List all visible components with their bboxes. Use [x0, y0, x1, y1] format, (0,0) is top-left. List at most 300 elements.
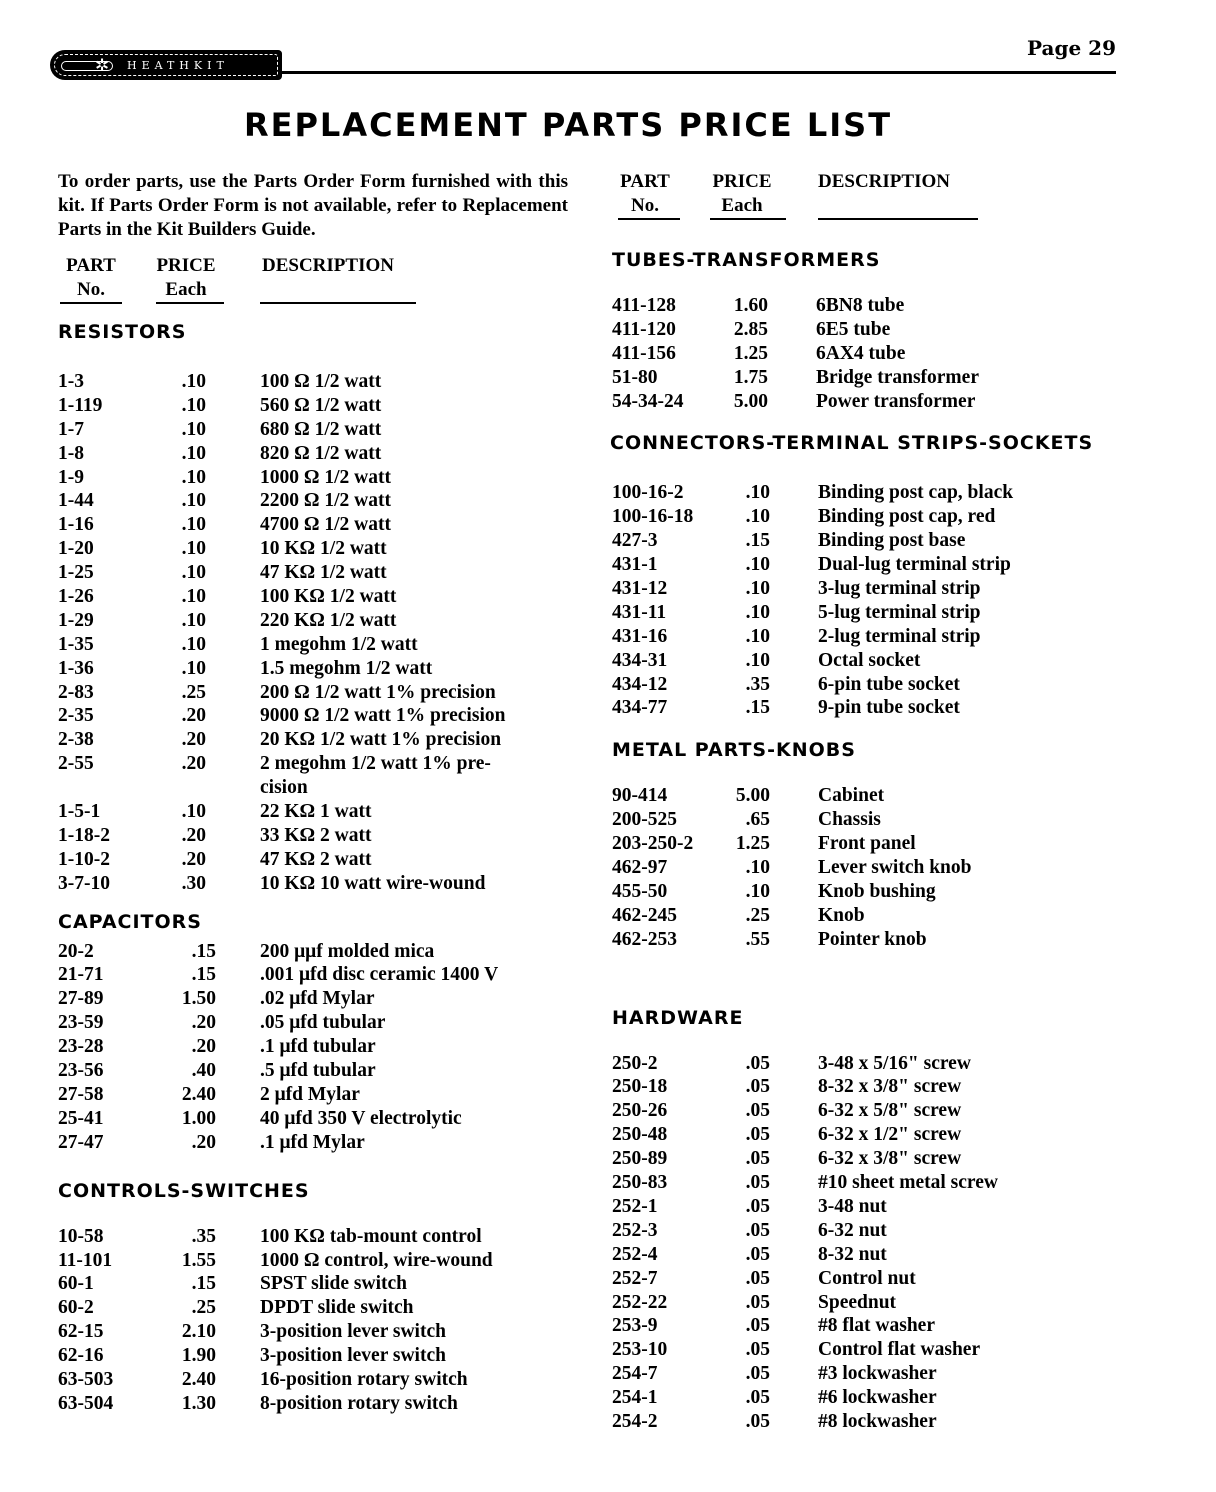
part-number: 23-56	[58, 1060, 104, 1082]
description: 20 KΩ 1/2 watt 1% precision	[260, 729, 502, 751]
table-row	[58, 681, 568, 705]
table-row	[612, 904, 1112, 928]
table-row	[612, 1410, 1112, 1434]
price: .05	[745, 1100, 770, 1122]
table-row	[612, 318, 1112, 342]
description: Cabinet	[818, 785, 885, 807]
part-number: 411-156	[612, 342, 676, 364]
price: .05	[745, 1076, 770, 1098]
description: 47 KΩ 2 watt	[260, 848, 372, 870]
part-number: 254-1	[612, 1387, 658, 1409]
table-row	[58, 800, 568, 824]
table-row	[612, 784, 1112, 808]
section-title-connectors: CONNECTORS-TERMINAL STRIPS-SOCKETS	[610, 432, 1094, 455]
part-number: 455-50	[612, 880, 668, 902]
table-row	[58, 561, 568, 585]
price: .65	[745, 809, 770, 831]
table-row	[612, 505, 1112, 529]
table-row	[612, 649, 1112, 673]
price: .30	[181, 872, 206, 894]
price: .10	[181, 538, 206, 560]
part-number: 1-35	[58, 633, 94, 655]
price: .05	[745, 1052, 770, 1074]
part-number: 63-503	[58, 1368, 114, 1390]
description: .5 μfd tubular	[260, 1060, 376, 1082]
description: cision	[260, 777, 308, 799]
table-row	[58, 537, 568, 561]
part-number: 25-41	[58, 1107, 104, 1129]
section-title-tubes-transformers: TUBES-TRANSFORMERS	[612, 249, 881, 271]
description: 3-48 x 5/16" screw	[818, 1052, 971, 1074]
part-number: 462-253	[612, 928, 677, 950]
description: 100 Ω 1/2 watt	[260, 371, 382, 392]
part-number: 100-16-18	[612, 506, 694, 528]
table-row	[612, 294, 1112, 318]
description: 3-lug terminal strip	[818, 578, 981, 600]
part-number: 431-12	[612, 578, 668, 600]
part-number: 1-16	[58, 514, 94, 536]
header-price-each: Each	[165, 279, 207, 300]
header-rule	[278, 71, 1116, 74]
table-row	[612, 696, 1112, 720]
header-price: PRICE	[712, 171, 772, 192]
price: .35	[745, 673, 770, 695]
description: 2 megohm 1/2 watt 1% pre-	[260, 753, 491, 775]
description: Knob	[818, 904, 865, 926]
price: .10	[181, 657, 206, 679]
price: .10	[181, 418, 206, 440]
part-number: 20-2	[58, 940, 94, 962]
price: .20	[181, 705, 206, 727]
part-number: 60-1	[58, 1273, 94, 1295]
description: Power transformer	[816, 390, 976, 412]
price: .10	[745, 578, 770, 600]
description: 6-32 x 5/8" screw	[818, 1100, 962, 1122]
price: 5.00	[733, 390, 768, 412]
price: 1.30	[181, 1392, 216, 1414]
metal-parts-knobs-list	[612, 784, 1112, 951]
description: 680 Ω 1/2 watt	[260, 418, 382, 440]
table-row	[612, 1075, 1112, 1099]
price: .10	[745, 880, 770, 902]
description: 9000 Ω 1/2 watt 1% precision	[260, 705, 506, 727]
price: .20	[181, 848, 206, 870]
table-row	[612, 1123, 1112, 1147]
part-number: 431-11	[612, 601, 667, 623]
part-number: 250-83	[612, 1172, 668, 1194]
column-headers	[58, 254, 568, 306]
price: .20	[181, 824, 206, 846]
part-number: 431-16	[612, 625, 668, 647]
price: .10	[181, 801, 206, 823]
description: 6-pin tube socket	[818, 673, 960, 695]
table-row	[612, 1314, 1112, 1338]
price: .10	[181, 371, 206, 392]
table-row	[612, 366, 1112, 390]
part-number: 27-58	[58, 1083, 104, 1105]
capacitors-list	[58, 940, 568, 1155]
description: Front panel	[818, 833, 916, 855]
price: 2.40	[181, 1368, 216, 1390]
description: 1 megohm 1/2 watt	[260, 633, 418, 655]
part-number: 434-77	[612, 697, 668, 719]
part-number: 1-10-2	[58, 848, 110, 870]
price: .25	[745, 904, 770, 926]
part-number: 1-26	[58, 586, 94, 608]
part-number: 21-71	[58, 964, 104, 986]
section-title-capacitors: CAPACITORS	[58, 910, 202, 933]
description: Knob bushing	[818, 880, 936, 902]
part-number: 1-25	[58, 562, 94, 584]
table-row	[612, 1267, 1112, 1291]
description: 6BN8 tube	[816, 295, 905, 316]
table-row	[58, 513, 568, 537]
header-description: DESCRIPTION	[818, 171, 950, 192]
description: 6E5 tube	[816, 318, 891, 340]
price: .20	[191, 1012, 216, 1034]
hardware-list	[612, 1052, 1112, 1434]
part-number: 252-7	[612, 1267, 658, 1289]
price: .40	[191, 1060, 216, 1082]
table-row	[612, 553, 1112, 577]
part-number: 252-1	[612, 1195, 658, 1217]
price: 5.00	[735, 785, 770, 807]
price: 1.25	[733, 342, 768, 364]
description: Speednut	[818, 1291, 897, 1313]
table-row	[612, 577, 1112, 601]
part-number: 253-10	[612, 1339, 668, 1361]
table-row	[612, 1171, 1112, 1195]
table-row	[58, 1320, 568, 1344]
price: .05	[745, 1363, 770, 1385]
price: 2.40	[181, 1083, 216, 1105]
part-number: 254-2	[612, 1410, 658, 1432]
table-row	[58, 442, 568, 466]
section-title-resistors: RESISTORS	[58, 321, 187, 343]
table-row	[58, 370, 568, 394]
description: #6 lockwasher	[818, 1387, 937, 1409]
left-column	[58, 170, 568, 1416]
header-price-each: Each	[721, 195, 763, 216]
description: 6-32 x 1/2" screw	[818, 1124, 962, 1146]
part-number: 200-525	[612, 809, 677, 831]
table-row	[58, 824, 568, 848]
description: .1 μfd tubular	[260, 1036, 376, 1058]
table-row	[58, 1035, 568, 1059]
part-number: 23-28	[58, 1036, 104, 1058]
price: .20	[191, 1036, 216, 1058]
price: .10	[181, 442, 206, 464]
price: .05	[745, 1339, 770, 1361]
controls-switches-list	[58, 1225, 568, 1416]
price: .55	[745, 928, 770, 950]
price: .15	[745, 530, 770, 552]
description: Lever switch knob	[818, 857, 972, 879]
part-number: 1-8	[58, 442, 84, 464]
table-row	[612, 1386, 1112, 1410]
table-row	[58, 940, 568, 964]
description: Pointer knob	[818, 928, 927, 950]
page-number: Page 29	[1027, 36, 1116, 60]
price: .05	[745, 1124, 770, 1146]
description: 560 Ω 1/2 watt	[260, 394, 382, 416]
price: .10	[181, 466, 206, 488]
table-row	[612, 1362, 1112, 1386]
description: 3-position lever switch	[260, 1345, 446, 1367]
part-number: 100-16-2	[612, 482, 684, 504]
table-row	[612, 1195, 1112, 1219]
table-row	[58, 394, 568, 418]
table-row	[58, 776, 568, 800]
table-row	[58, 585, 568, 609]
table-row	[58, 657, 568, 681]
part-number: 60-2	[58, 1297, 94, 1319]
description: 820 Ω 1/2 watt	[260, 442, 382, 464]
header-part: PART	[620, 171, 670, 192]
table-row	[58, 752, 568, 776]
price: 1.75	[733, 366, 768, 388]
table-row	[58, 1344, 568, 1368]
part-number: 62-15	[58, 1321, 104, 1343]
description: 2-lug terminal strip	[818, 625, 981, 647]
part-number: 51-80	[612, 366, 658, 388]
table-row	[612, 390, 1112, 414]
description: 100 KΩ tab-mount control	[260, 1225, 482, 1247]
description: Control nut	[818, 1267, 916, 1289]
price: 1.50	[181, 988, 216, 1010]
price: .05	[745, 1219, 770, 1241]
header-price: PRICE	[156, 255, 216, 276]
heathkit-logo	[50, 50, 282, 80]
price: .05	[745, 1387, 770, 1409]
price: .05	[745, 1410, 770, 1432]
table-row	[58, 1059, 568, 1083]
description: 2200 Ω 1/2 watt	[260, 490, 391, 512]
description: 1000 Ω control, wire-wound	[260, 1249, 493, 1271]
description: Bridge transformer	[816, 366, 979, 388]
description: 3-48 nut	[818, 1195, 887, 1217]
part-number: 1-29	[58, 609, 94, 631]
table-row	[58, 609, 568, 633]
part-number: 2-55	[58, 753, 94, 775]
table-row	[612, 673, 1112, 697]
column-headers-right	[612, 170, 1112, 222]
section-title-controls-switches: CONTROLS-SWITCHES	[58, 1179, 310, 1202]
price: .10	[745, 625, 770, 647]
table-row	[612, 1219, 1112, 1243]
part-number: 411-128	[612, 295, 676, 316]
table-row	[612, 1099, 1112, 1123]
description: Chassis	[818, 809, 881, 831]
logo-text: HEATHKIT	[127, 59, 229, 72]
description: 1000 Ω 1/2 watt	[260, 466, 391, 488]
part-number: 250-89	[612, 1148, 668, 1170]
page-title: REPLACEMENT PARTS PRICE LIST	[243, 106, 893, 144]
description: #10 sheet metal screw	[818, 1172, 998, 1194]
header-description: DESCRIPTION	[262, 255, 394, 276]
part-number: 252-22	[612, 1291, 668, 1313]
part-number: 27-89	[58, 988, 104, 1010]
table-row	[612, 1052, 1112, 1076]
part-number: 434-12	[612, 673, 668, 695]
description: .02 μfd Mylar	[260, 988, 375, 1010]
price: 1.00	[181, 1107, 216, 1129]
part-number: 462-97	[612, 857, 668, 879]
part-number: 1-119	[58, 394, 103, 416]
part-number: 2-38	[58, 729, 94, 751]
table-row	[58, 987, 568, 1011]
connectors-list	[612, 481, 1112, 720]
table-row	[58, 489, 568, 513]
description: 22 KΩ 1 watt	[260, 801, 372, 823]
description: 8-position rotary switch	[260, 1392, 458, 1414]
part-number: 63-504	[58, 1392, 114, 1414]
table-row	[612, 625, 1112, 649]
table-row	[58, 633, 568, 657]
table-row	[612, 529, 1112, 553]
description: 10 KΩ 1/2 watt	[260, 538, 387, 560]
price: .15	[191, 1273, 216, 1295]
description: .001 μfd disc ceramic 1400 V	[260, 964, 499, 986]
part-number: 203-250-2	[612, 833, 694, 855]
description: #3 lockwasher	[818, 1363, 937, 1385]
price: .10	[745, 482, 770, 504]
price: .10	[181, 609, 206, 631]
price: .25	[181, 681, 206, 703]
price: .10	[181, 490, 206, 512]
table-row	[612, 1147, 1112, 1171]
resistors-list	[58, 370, 568, 896]
price: .05	[745, 1243, 770, 1265]
section-title-hardware: HARDWARE	[612, 1006, 744, 1029]
description: 2 μfd Mylar	[260, 1083, 360, 1105]
price: .20	[191, 1131, 216, 1153]
price: .05	[745, 1172, 770, 1194]
description: 200 μμf molded mica	[260, 940, 435, 962]
description: 5-lug terminal strip	[818, 601, 981, 623]
description: #8 flat washer	[818, 1315, 935, 1337]
part-number: 1-18-2	[58, 824, 110, 846]
description: .1 μfd Mylar	[260, 1131, 365, 1153]
table-row	[612, 481, 1112, 505]
description: 4700 Ω 1/2 watt	[260, 514, 391, 536]
table-row	[58, 728, 568, 752]
header-part-no: No.	[77, 279, 105, 300]
header-part-no: No.	[631, 195, 659, 216]
price: .35	[191, 1225, 216, 1247]
part-number: 252-3	[612, 1219, 658, 1241]
price: 1.90	[181, 1345, 216, 1367]
part-number: 1-9	[58, 466, 84, 488]
table-row	[58, 872, 568, 896]
description: Octal socket	[818, 649, 921, 671]
price: 1.60	[733, 295, 768, 316]
description: 6-32 nut	[818, 1219, 887, 1241]
table-row	[58, 418, 568, 442]
price: .10	[181, 586, 206, 608]
part-number: 250-48	[612, 1124, 668, 1146]
table-row	[612, 928, 1112, 952]
header-part: PART	[66, 255, 116, 276]
table-row	[58, 1225, 568, 1249]
part-number: 2-35	[58, 705, 94, 727]
page-header	[50, 36, 1116, 84]
part-number: 250-18	[612, 1076, 668, 1098]
intro-paragraph: To order parts, use the Parts Order Form furnished with this kit. If Parts Order Form is not available, refer to Replacement Parts in the Kit Builders Guide.	[58, 171, 568, 240]
part-number: 3-7-10	[58, 872, 110, 894]
part-number: 62-16	[58, 1345, 104, 1367]
part-number: 1-7	[58, 418, 84, 440]
tubes-transformers-list	[612, 294, 1112, 413]
part-number: 11-101	[58, 1249, 113, 1271]
part-number: 54-34-24	[612, 390, 684, 412]
part-number: 27-47	[58, 1131, 104, 1153]
price: .10	[745, 857, 770, 879]
description: 16-position rotary switch	[260, 1368, 468, 1390]
part-number: 1-20	[58, 538, 94, 560]
price: .05	[745, 1291, 770, 1313]
description: 9-pin tube socket	[818, 697, 960, 719]
table-row	[612, 342, 1112, 366]
table-row	[58, 1272, 568, 1296]
description: 6AX4 tube	[816, 342, 906, 364]
part-number: 431-1	[612, 554, 658, 576]
table-row	[58, 1131, 568, 1155]
price: .10	[745, 506, 770, 528]
table-row	[58, 1011, 568, 1035]
table-row	[58, 848, 568, 872]
part-number: 2-83	[58, 681, 94, 703]
price: .10	[745, 601, 770, 623]
table-row	[58, 1083, 568, 1107]
table-row	[612, 880, 1112, 904]
part-number: 1-5-1	[58, 801, 101, 823]
price: .15	[191, 964, 216, 986]
part-number: 253-9	[612, 1315, 658, 1337]
part-number: 1-44	[58, 490, 94, 512]
section-title-metal-parts-knobs: METAL PARTS-KNOBS	[612, 739, 856, 762]
table-row	[58, 1296, 568, 1320]
description: 8-32 nut	[818, 1243, 887, 1265]
price: .10	[745, 554, 770, 576]
logo-star-icon: ✲	[95, 56, 110, 76]
price: .05	[745, 1267, 770, 1289]
price: .10	[181, 562, 206, 584]
part-number: 434-31	[612, 649, 668, 671]
table-row	[612, 808, 1112, 832]
part-number: 1-36	[58, 657, 94, 679]
table-row	[58, 963, 568, 987]
table-row	[612, 832, 1112, 856]
price: .05	[745, 1195, 770, 1217]
price: .15	[191, 940, 216, 962]
part-number: 250-26	[612, 1100, 668, 1122]
price: 1.55	[181, 1249, 216, 1271]
part-number: 462-245	[612, 904, 677, 926]
description: 220 KΩ 1/2 watt	[260, 609, 397, 631]
part-number: 411-120	[612, 318, 676, 340]
description: 8-32 x 3/8" screw	[818, 1076, 962, 1098]
description: 3-position lever switch	[260, 1321, 446, 1343]
description: .05 μfd tubular	[260, 1012, 386, 1034]
part-number: 252-4	[612, 1243, 658, 1265]
description: 200 Ω 1/2 watt 1% precision	[260, 681, 496, 703]
description: 40 μfd 350 V electrolytic	[260, 1107, 462, 1129]
table-row	[612, 1243, 1112, 1267]
table-row	[612, 1291, 1112, 1315]
part-number: 23-59	[58, 1012, 104, 1034]
description: 100 KΩ 1/2 watt	[260, 586, 397, 608]
